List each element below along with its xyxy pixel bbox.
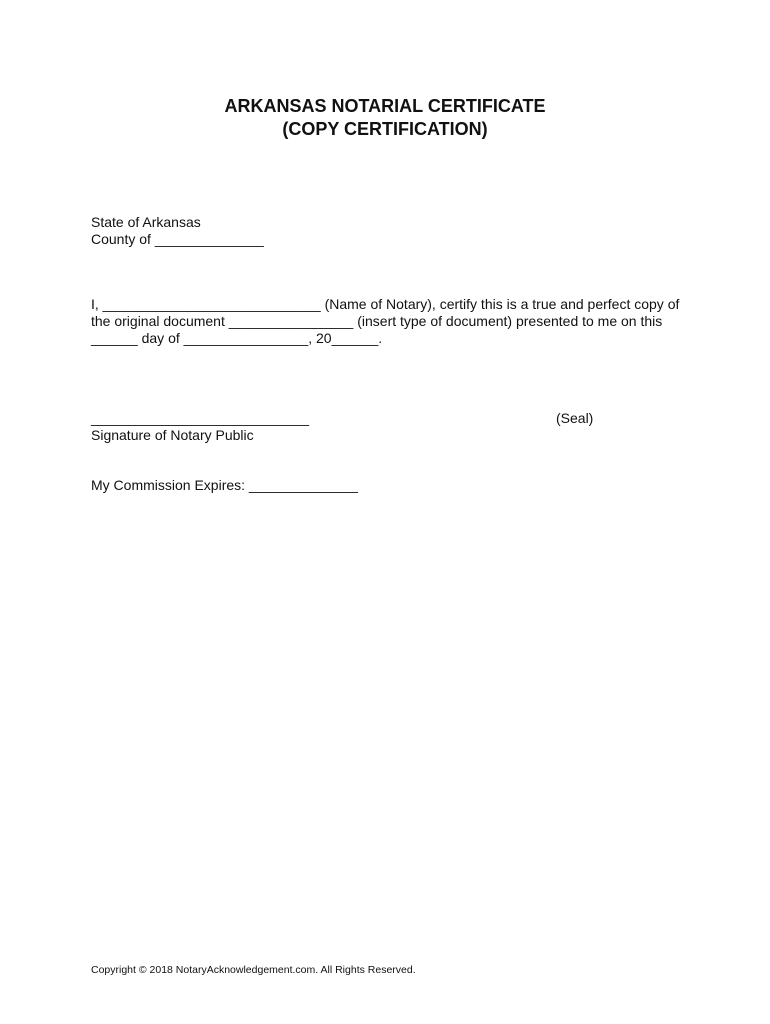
statement-line-3: ______ day of ________________, 20______. xyxy=(91,330,383,346)
copyright-footer: Copyright © 2018 NotaryAcknowledgement.com. All Rights Reserved. xyxy=(91,964,416,976)
document-subtitle: (COPY CERTIFICATION) xyxy=(282,119,488,139)
statement-line-1: I, ____________________________ (Name of Notary), certify this is a true and perfect copy of xyxy=(91,296,680,312)
signature-line: ____________________________ xyxy=(91,410,310,426)
venue-county: County of ______________ xyxy=(91,231,264,247)
document-title: ARKANSAS NOTARIAL CERTIFICATE xyxy=(224,96,546,116)
seal-label: (Seal) xyxy=(556,410,594,426)
venue-state: State of Arkansas xyxy=(91,214,201,230)
commission-expires: My Commission Expires: ______________ xyxy=(91,477,358,493)
signature-label: Signature of Notary Public xyxy=(91,427,254,443)
statement-line-2: the original document ________________ (insert type of document) presented to me on this xyxy=(91,313,663,329)
